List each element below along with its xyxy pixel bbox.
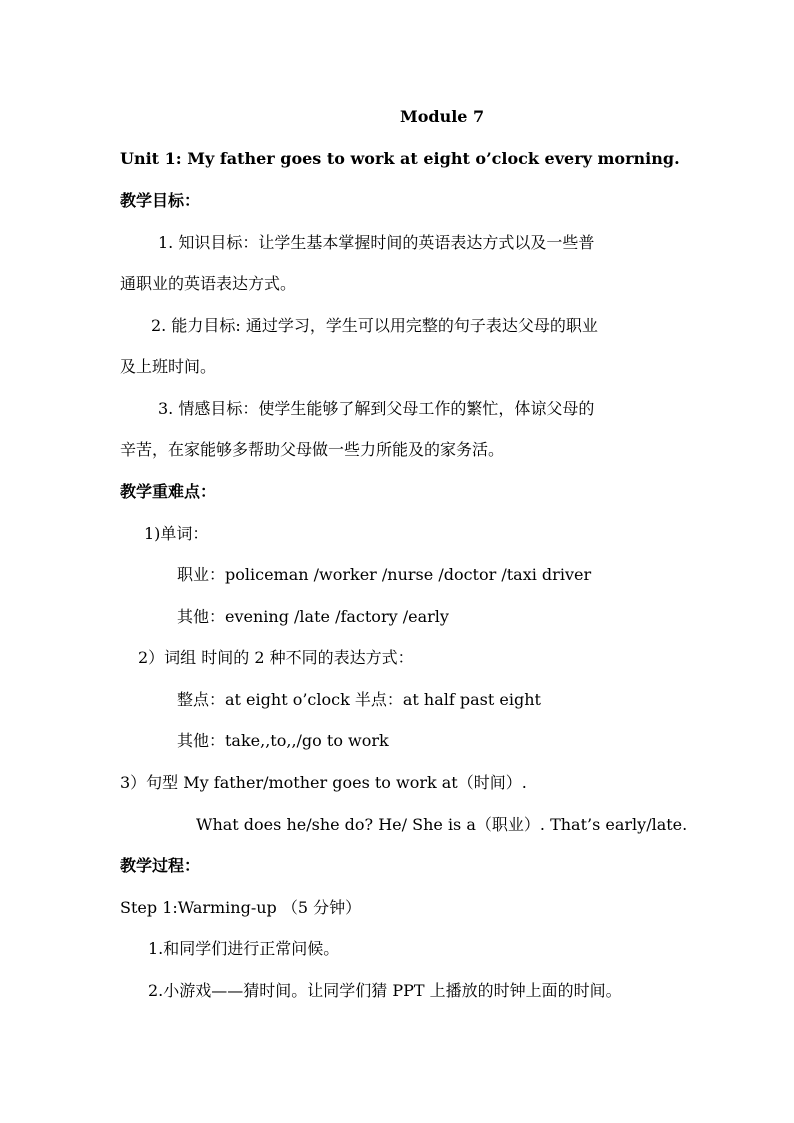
objective-item: 3. 情感目标：使学生能够了解到父母工作的繁忙，体谅父母的 [158, 399, 595, 418]
step-1-item: 2.小游戏——猜时间。让同学们猜 PPT 上播放的时钟上面的时间。 [148, 981, 622, 1000]
phrase-other: 其他：take,,to,,/go to work [177, 731, 389, 750]
step-1-item: 1.和同学们进行正常问候。 [148, 939, 340, 958]
sentence-pattern-2: What does he/she do? He/ She is a（职业）. That’s early/late. [196, 815, 688, 834]
phrase-label: 2）词组 时间的 2 种不同的表达方式： [138, 648, 414, 667]
objective-item: 及上班时间。 [120, 357, 217, 376]
process-heading: 教学过程： [120, 856, 201, 875]
phrase-time: 整点：at eight o’clock 半点：at half past eight [177, 690, 541, 709]
vocab-label: 1)单词： [144, 524, 209, 543]
objective-item: 1. 知识目标：让学生基本掌握时间的英语表达方式以及一些普 [158, 233, 595, 252]
module-title: Module 7 [400, 107, 485, 126]
unit-title: Unit 1: My father goes to work at eight o’clock every morning. [120, 149, 680, 168]
objective-item: 辛苦，在家能够多帮助父母做一些力所能及的家务活。 [120, 440, 505, 459]
sentence-pattern-1: 3）句型 My father/mother goes to work at（时间）. [120, 773, 527, 792]
objectives-heading: 教学目标： [120, 191, 201, 210]
objective-item: 2. 能力目标: 通过学习，学生可以用完整的句子表达父母的职业 [151, 316, 598, 335]
step-1-title: Step 1:Warming-up （5 分钟） [120, 898, 362, 917]
key-points-heading: 教学重难点： [120, 482, 217, 501]
vocab-other: 其他：evening /late /factory /early [177, 607, 449, 626]
objective-item: 通职业的英语表达方式。 [120, 274, 297, 293]
vocab-job: 职业：policeman /worker /nurse /doctor /taxi driver [177, 565, 592, 584]
